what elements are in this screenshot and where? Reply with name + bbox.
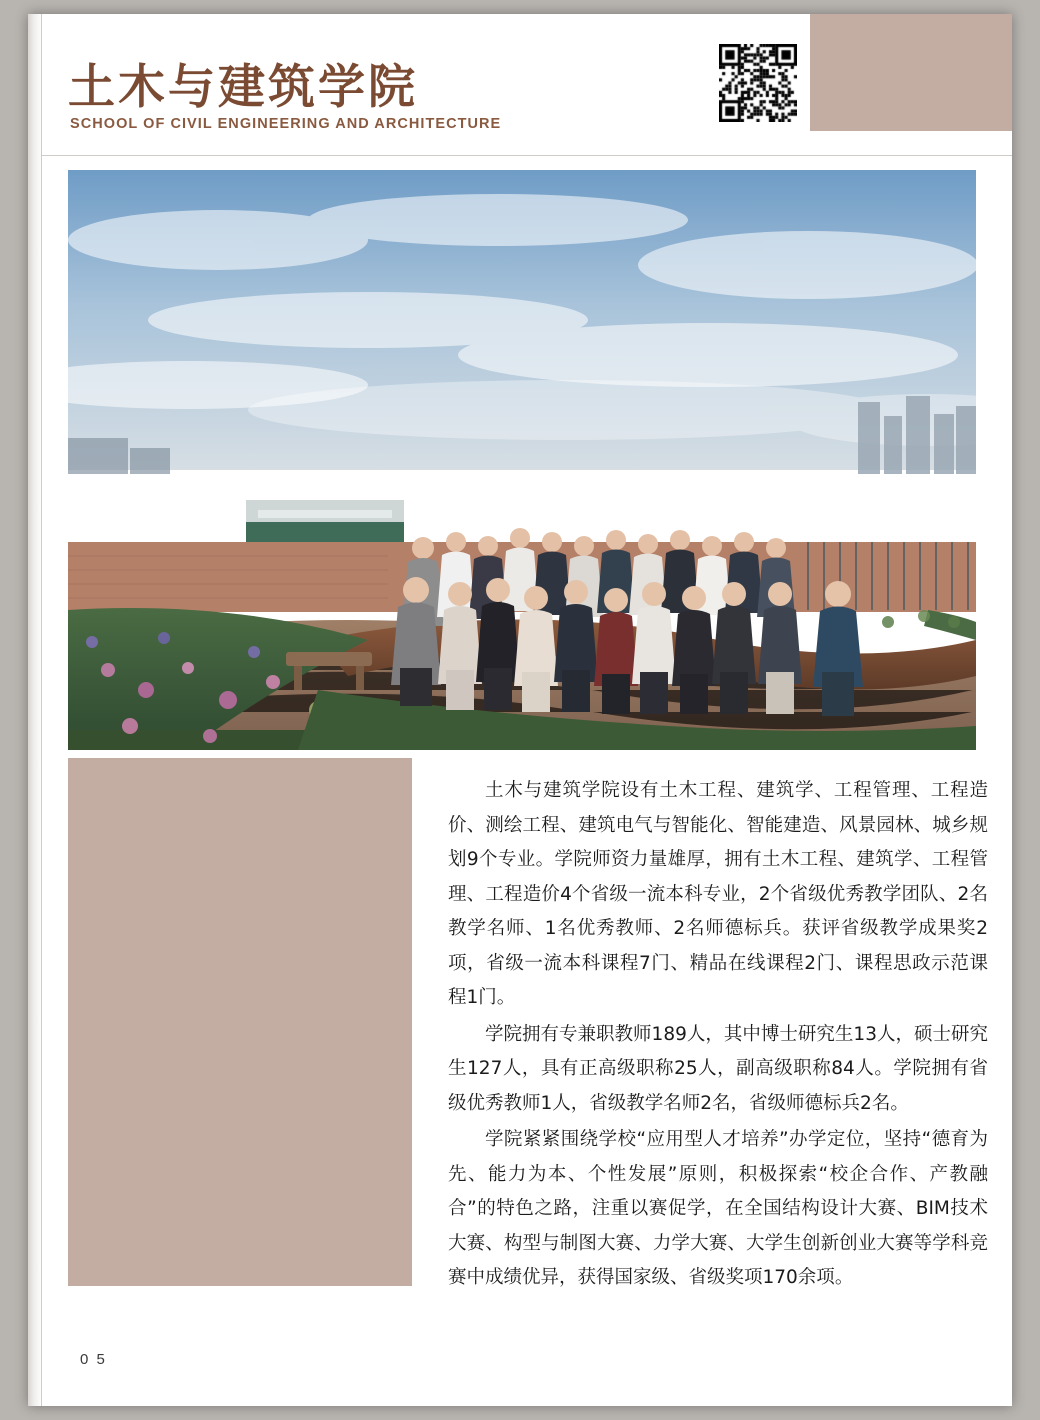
brochure-page [28, 14, 1012, 1406]
body-paragraph-3: 学院紧紧围绕学校“应用型人才培养”办学定位，坚持“德育为先、能力为本、个性发展”原则，积极探索“校企合作、产教融合”的特色之路，注重以赛促学，在全国结构设计大赛、BIM技术大赛、构型与制图大赛、力学大赛、大学生创新创业大赛等学科竞赛中成绩优异，获得国家级、省级奖项170余项。 [448, 1129, 988, 1288]
page-subtitle: SCHOOL OF CIVIL ENGINEERING AND ARCHITECTURE [70, 116, 502, 132]
accent-color-block [68, 758, 412, 1286]
page-header [28, 14, 1012, 154]
body-text-column [448, 774, 988, 1298]
page-binding-strip [28, 14, 42, 1406]
qr-code-icon[interactable] [719, 44, 797, 122]
header-divider [42, 155, 1012, 156]
group-photo [68, 170, 976, 750]
page-number: 0 5 [80, 1351, 107, 1368]
header-color-block [810, 14, 1012, 131]
body-paragraph-2: 学院拥有专兼职教师189人，其中博士研究生13人，硕士研究生127人，具有正高级职称25人，副高级职称84人。学院拥有省级优秀教师1人，省级教学名师2名，省级师德标兵2名。 [448, 1023, 988, 1114]
body-paragraph-1: 土木与建筑学院设有土木工程、建筑学、工程管理、工程造价、测绘工程、建筑电气与智能化、智能建造、风景园林、城乡规划9个专业。学院师资力量雄厚，拥有土木工程、建筑学、工程管理、工程造价4个省级一流本科专业，2个省级优秀教学团队、2名教学名师、1名优秀教师、2名师德标兵。获评省级教学成果奖2项，省级一流本科课程7门、精品在线课程2门、课程思政示范课程1门。 [448, 780, 988, 1008]
group-photo-illustration [68, 170, 976, 750]
page-title: 土木与建筑学院 [68, 60, 418, 115]
page-binding-line [41, 14, 42, 1406]
